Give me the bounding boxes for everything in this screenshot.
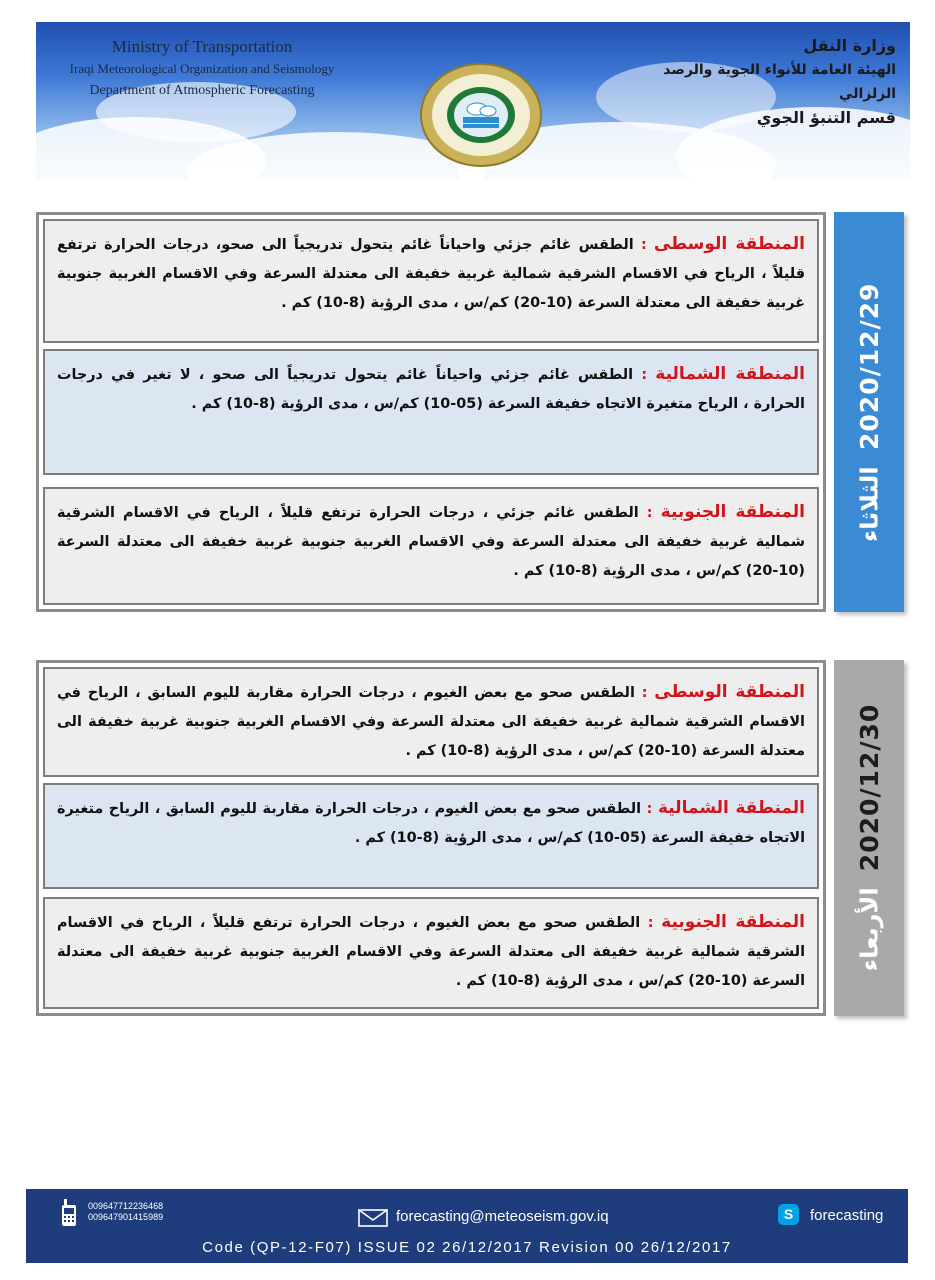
region-forecast-text: الطقس غائم جزئي ، درجات الحرارة ترتفع قليلاً ، الرياح في الاقسام الشرقية شمالية غربية خفيفة الى معتدلة السرعة وفي الاقسام الغربية جنوبية غربية خفيفة الى معتدلة السرعة (10-20) كم/س ، مدى الرؤية (8-10) كم . xyxy=(57,505,805,579)
region-panel-central: المنطقة الوسطى : الطقس غائم جزئي واحياناً غائم يتحول تدريجياً الى صحو، درجات الحرارة ترتفع قليلاً ، الرياح في الاقسام الشرقية شمالية غربية خفيفة الى معتدلة السرعة وفي الاقسام الغربية جنوبية غربية خفيفة الى معتدلة السرعة (10-20) كم/س ، مدى الرؤية (8-10) كم . xyxy=(43,219,819,343)
region-title: المنطقة الوسطى xyxy=(654,682,805,702)
region-panels xyxy=(36,212,826,612)
header-english-text xyxy=(52,36,352,102)
day-section-tuesday xyxy=(36,212,904,612)
department-name-ar: قسم التنبؤ الجوي xyxy=(756,108,896,127)
skype-icon: S xyxy=(778,1204,799,1225)
day-date: 2020/12/29 xyxy=(854,282,884,450)
phone-numbers xyxy=(88,1201,163,1223)
region-panel-central: المنطقة الوسطى : الطقس صحو مع بعض الغيوم ، درجات الحرارة مقاربة لليوم السابق ، الرياح في الاقسام الشرقية شمالية غربية خفيفة الى معتدلة السرعة وفي الاقسام الغربية جنوبية غربية خفيفة الى معتدلة السرعة (10-20) كم/س ، مدى الرؤية (8-10) كم . xyxy=(43,667,819,777)
organization-seal-logo xyxy=(419,62,543,168)
envelope-icon xyxy=(358,1209,388,1227)
day-name: الثلاثاء xyxy=(855,465,883,542)
region-forecast-text: الطقس صحو مع بعض الغيوم ، درجات الحرارة ترتفع قليلاً ، الرياح في الاقسام الشرقية شمالية غربية خفيفة الى معتدلة السرعة وفي الاقسام الغربية جنوبية غربية خفيفة الى معتدلة السرعة (10-20) كم/س ، مدى الرؤية (8-10) كم . xyxy=(57,915,805,989)
region-forecast-text: الطقس صحو مع بعض الغيوم ، درجات الحرارة مقاربة لليوم السابق ، الرياح متغيرة الاتجاه خفيفة السرعة (05-10) كم/س ، مدى الرؤية (8-10) كم . xyxy=(57,801,805,846)
region-panels xyxy=(36,660,826,1016)
region-forecast-text: الطقس غائم جزئي واحياناً غائم يتحول تدريجياً الى صحو، درجات الحرارة ترتفع قليلاً ، الرياح في الاقسام الشرقية شمالية غربية خفيفة الى معتدلة السرعة وفي الاقسام الغربية جنوبية غربية خفيفة الى معتدلة السرعة (10-20) كم/س ، مدى الرؤية (8-10) كم . xyxy=(57,237,805,311)
email-address: forecasting@meteoseism.gov.iq xyxy=(396,1208,609,1225)
footer-bar xyxy=(26,1189,908,1263)
day-tab xyxy=(834,212,904,612)
region-panel-north: المنطقة الشمالية : الطقس صحو مع بعض الغيوم ، درجات الحرارة مقاربة لليوم السابق ، الرياح متغيرة الاتجاه خفيفة السرعة (05-10) كم/س ، مدى الرؤية (8-10) كم . xyxy=(43,783,819,889)
region-title: المنطقة الوسطى xyxy=(653,234,806,254)
skype-handle: forecasting xyxy=(810,1207,884,1224)
region-panel-south: المنطقة الجنوبية : الطقس غائم جزئي ، درجات الحرارة ترتفع قليلاً ، الرياح في الاقسام الشرقية شمالية غربية خفيفة الى معتدلة السرعة وفي الاقسام الغربية جنوبية غربية خفيفة الى معتدلة السرعة (10-20) كم/س ، مدى الرؤية (8-10) كم . xyxy=(43,487,819,605)
ministry-name-ar: وزارة النقل xyxy=(803,36,896,55)
region-forecast-text: الطقس صحو مع بعض الغيوم ، درجات الحرارة مقاربة لليوم السابق ، الرياح في الاقسام الشرقية شمالية غربية خفيفة الى معتدلة السرعة وفي الاقسام الغربية جنوبية غربية خفيفة الى معتدلة السرعة (10-20) كم/س ، مدى الرؤية (8-10) كم . xyxy=(57,685,805,759)
region-title: المنطقة الشمالية xyxy=(657,798,805,818)
region-panel-south: المنطقة الجنوبية : الطقس صحو مع بعض الغيوم ، درجات الحرارة ترتفع قليلاً ، الرياح في الاقسام الشرقية شمالية غربية خفيفة الى معتدلة السرعة وفي الاقسام الغربية جنوبية غربية خفيفة الى معتدلة السرعة (10-20) كم/س ، مدى الرؤية (8-10) كم . xyxy=(43,897,819,1009)
phone-icon xyxy=(60,1199,78,1227)
ministry-name-en: Ministry of Transportation xyxy=(111,37,293,56)
header-arabic-text xyxy=(626,34,896,130)
organization-name-ar: الهيئة العامة للأنواء الجوية والرصد الزلزالي xyxy=(663,62,896,102)
header-banner xyxy=(36,22,910,180)
day-tab xyxy=(834,660,904,1016)
day-name: الأربعاء xyxy=(855,887,883,972)
day-section-wednesday xyxy=(36,660,904,1016)
region-forecast-text: الطقس غائم جزئي واحياناً غائم يتحول تدريجياً الى صحو ، لا تغير في درجات الحرارة ، الرياح متغيرة الاتجاه خفيفة السرعة (05-10) كم/س ، مدى الرؤية (8-10) كم . xyxy=(57,367,805,412)
phone-number-1: 009647712236468 xyxy=(88,1201,164,1211)
region-title: المنطقة الشمالية xyxy=(655,364,805,384)
organization-name-en: Iraqi Meteorological Organization and Seismology xyxy=(69,61,335,76)
phone-number-2: 009647901415989 xyxy=(88,1212,164,1222)
department-name-en: Department of Atmospheric Forecasting xyxy=(89,83,315,98)
document-code: Code (QP-12-F07) ISSUE 02 26/12/2017 Revision 00 26/12/2017 xyxy=(202,1239,732,1256)
region-title: المنطقة الجنوبية xyxy=(661,912,805,932)
region-title: المنطقة الجنوبية xyxy=(660,502,806,522)
region-panel-north: المنطقة الشمالية : الطقس غائم جزئي واحياناً غائم يتحول تدريجياً الى صحو ، لا تغير في درجات الحرارة ، الرياح متغيرة الاتجاه خفيفة السرعة (05-10) كم/س ، مدى الرؤية (8-10) كم . xyxy=(43,349,819,475)
day-date: 2020/12/30 xyxy=(854,704,884,872)
